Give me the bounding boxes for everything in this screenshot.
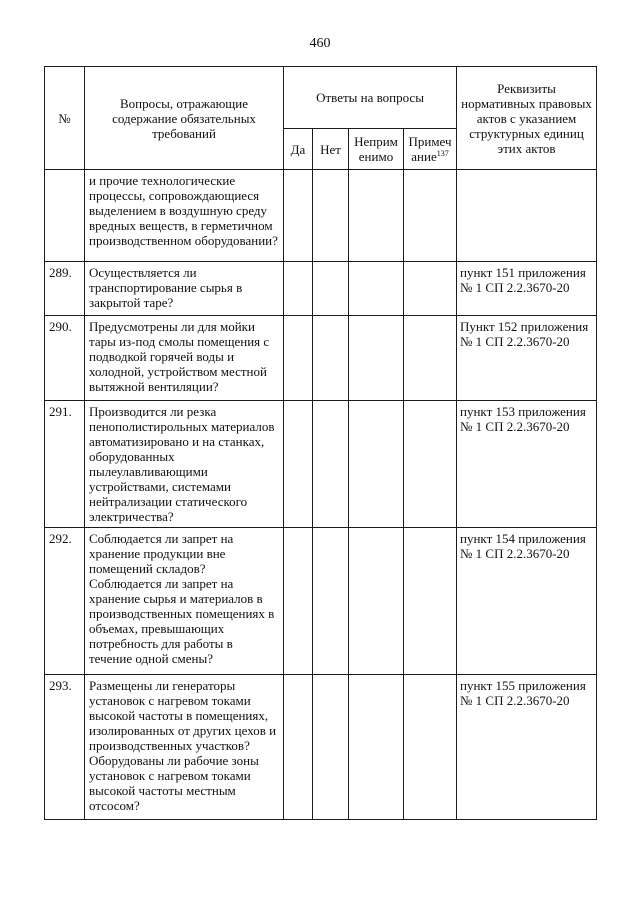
header-note-footnote: 137 xyxy=(436,149,449,158)
header-note-label: Примеч ание xyxy=(408,134,452,164)
header-not-applicable: Неприм енимо xyxy=(349,129,404,170)
table-row xyxy=(45,675,597,820)
row-requisites: пункт 153 приложения № 1 СП 2.2.3670-20 xyxy=(457,401,597,528)
answer-na-cell[interactable] xyxy=(349,262,404,316)
table-row xyxy=(45,528,597,675)
answer-no-cell[interactable] xyxy=(313,528,349,675)
header-note xyxy=(404,129,457,170)
table-row xyxy=(45,316,597,401)
header-answers: Ответы на вопросы xyxy=(284,67,457,129)
row-number: 292. xyxy=(45,528,85,675)
answer-na-cell[interactable] xyxy=(349,316,404,401)
answer-yes-cell[interactable] xyxy=(284,401,313,528)
header-no: Нет xyxy=(313,129,349,170)
answer-note-cell[interactable] xyxy=(404,528,457,675)
answer-na-cell[interactable] xyxy=(349,170,404,262)
row-requisites xyxy=(457,170,597,262)
row-requisites: пункт 151 приложения № 1 СП 2.2.3670-20 xyxy=(457,262,597,316)
answer-na-cell[interactable] xyxy=(349,401,404,528)
row-requisites: Пункт 152 приложения № 1 СП 2.2.3670-20 xyxy=(457,316,597,401)
row-question: Предусмотрены ли для мойки тары из-под смолы помещения с подводкой горячей воды и холодной, устройством местной вытяжной вентиляции? xyxy=(85,316,284,401)
answer-no-cell[interactable] xyxy=(313,316,349,401)
row-number: 293. xyxy=(45,675,85,820)
row-question: и прочие технологические процессы, сопровождающиеся выделением в воздушную среду вредных веществ, в герметичном производственном оборудовании? xyxy=(85,170,284,262)
answer-no-cell[interactable] xyxy=(313,675,349,820)
row-number: 291. xyxy=(45,401,85,528)
row-question: Осуществляется ли транспортирование сырья в закрытой таре? xyxy=(85,262,284,316)
row-question: Соблюдается ли запрет на хранение продукции вне помещений складов? Соблюдается ли запрет на хранение сырья и материалов в производственных помещениях в объемах, превышающих потребность для работы в течение одной смены? xyxy=(85,528,284,675)
row-question: Производится ли резка пенополистирольных материалов автоматизировано и на станках, оборудованных пылеулавливающими устройствами, системами нейтрализации статического электричества? xyxy=(85,401,284,528)
answer-yes-cell[interactable] xyxy=(284,316,313,401)
answer-no-cell[interactable] xyxy=(313,401,349,528)
answer-na-cell[interactable] xyxy=(349,675,404,820)
answer-note-cell[interactable] xyxy=(404,401,457,528)
row-question: Размещены ли генераторы установок с нагревом токами высокой частоты в помещениях, изолированных от других цехов и производственных участков? Оборудованы ли рабочие зоны установок с нагревом токами высокой частоты местным отсосом? xyxy=(85,675,284,820)
answer-yes-cell[interactable] xyxy=(284,262,313,316)
answer-no-cell[interactable] xyxy=(313,262,349,316)
row-requisites: пункт 154 приложения № 1 СП 2.2.3670-20 xyxy=(457,528,597,675)
answer-note-cell[interactable] xyxy=(404,262,457,316)
table-row xyxy=(45,170,597,262)
page-number: 460 xyxy=(309,36,331,51)
answer-yes-cell[interactable] xyxy=(284,170,313,262)
answer-no-cell[interactable] xyxy=(313,170,349,262)
table-row xyxy=(45,262,597,316)
checklist-table xyxy=(44,66,597,820)
header-yes: Да xyxy=(284,129,313,170)
answer-note-cell[interactable] xyxy=(404,170,457,262)
row-requisites: пункт 155 приложения № 1 СП 2.2.3670-20 xyxy=(457,675,597,820)
row-number: 290. xyxy=(45,316,85,401)
answer-yes-cell[interactable] xyxy=(284,528,313,675)
answer-na-cell[interactable] xyxy=(349,528,404,675)
answer-note-cell[interactable] xyxy=(404,316,457,401)
header-num: № xyxy=(45,67,85,170)
answer-yes-cell[interactable] xyxy=(284,675,313,820)
row-number: 289. xyxy=(45,262,85,316)
table-row xyxy=(45,401,597,528)
header-question: Вопросы, отражающие содержание обязательных требований xyxy=(85,67,284,170)
row-number xyxy=(45,170,85,262)
answer-note-cell[interactable] xyxy=(404,675,457,820)
header-requisites: Реквизиты нормативных правовых актов с указанием структурных единиц этих актов xyxy=(457,67,597,170)
